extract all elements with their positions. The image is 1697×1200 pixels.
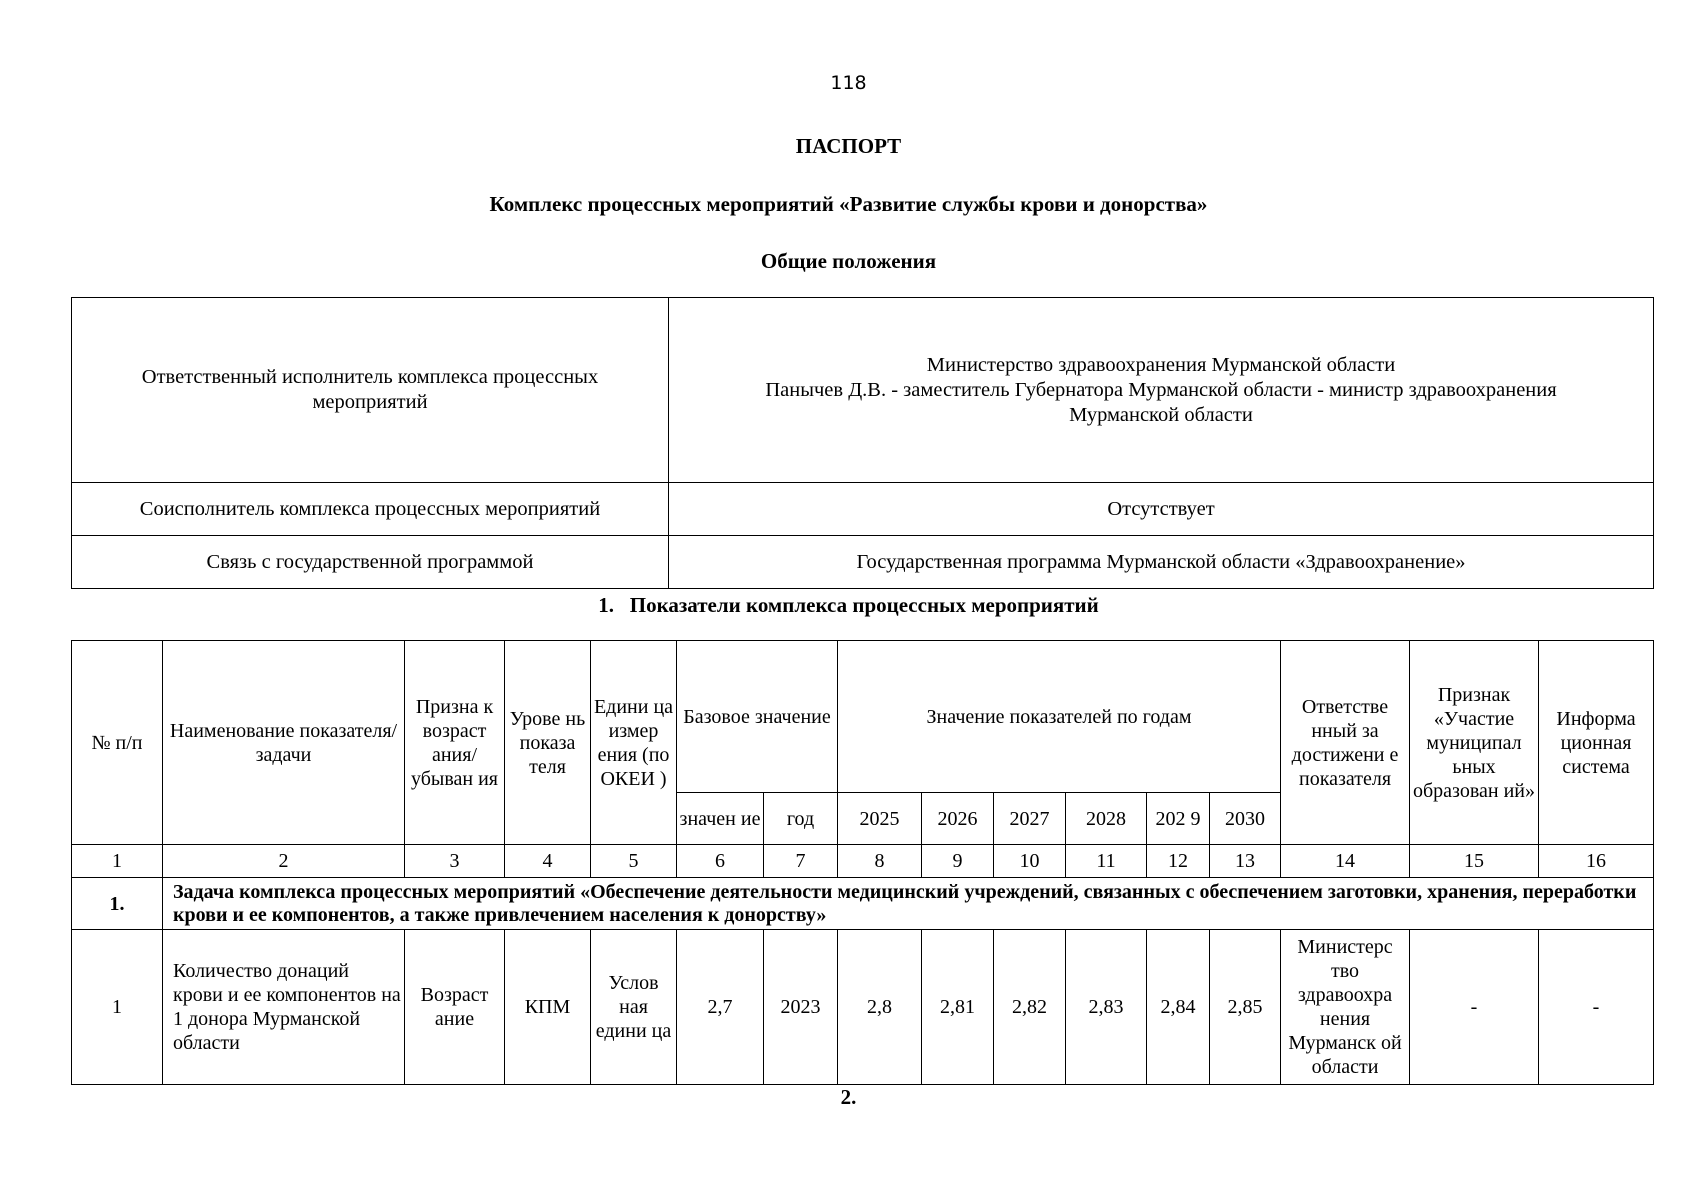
- indicator-value-2028: 2,83: [1066, 930, 1147, 1085]
- indicator-value-2026: 2,81: [922, 930, 994, 1085]
- header-base-value: значен ие: [677, 793, 764, 845]
- header-name: Наименование показателя/задачи: [163, 641, 405, 845]
- general-provisions-table: [71, 297, 1654, 589]
- general-provisions-title: Общие положения: [760, 249, 937, 273]
- page-number: 118: [830, 72, 867, 94]
- indicator-unit: Услов ная едини ца: [591, 930, 677, 1085]
- column-number: 5: [591, 845, 677, 878]
- column-number: 15: [1410, 845, 1539, 878]
- indicator-municipal: -: [1410, 930, 1539, 1085]
- column-number: 10: [994, 845, 1066, 878]
- column-number: 4: [505, 845, 591, 878]
- indicator-row: [72, 930, 1654, 1085]
- column-number: 16: [1539, 845, 1654, 878]
- indicator-value-2027: 2,82: [994, 930, 1066, 1085]
- program-link-label: Связь с государственной программой: [72, 536, 669, 589]
- indicator-sign: Возраст ание: [405, 930, 505, 1085]
- coexecutor-label: Соисполнитель комплекса процессных мероприятий: [72, 483, 669, 536]
- indicator-value-2029: 2,84: [1147, 930, 1210, 1085]
- column-number: 12: [1147, 845, 1210, 878]
- column-number: 3: [405, 845, 505, 878]
- indicator-base-year: 2023: [764, 930, 838, 1085]
- indicator-info-system: -: [1539, 930, 1654, 1085]
- indicator-level: КПМ: [505, 930, 591, 1085]
- header-sign: Призна к возраст ания/ убыван ия: [405, 641, 505, 845]
- header-base: Базовое значение: [677, 641, 838, 793]
- header-row-1: [72, 641, 1654, 793]
- complex-title: Комплекс процессных мероприятий «Развитие службы крови и донорства»: [489, 192, 1208, 216]
- header-municipal: Признак «Участие муниципал ьных образован ий»: [1410, 641, 1539, 845]
- passport-title: ПАСПОРТ: [795, 134, 902, 158]
- task-row: [72, 878, 1654, 930]
- column-number: 14: [1281, 845, 1410, 878]
- column-number: 9: [922, 845, 994, 878]
- header-responsible: Ответстве нный за достижени е показателя: [1281, 641, 1410, 845]
- responsible-value: Министерство здравоохранения Мурманской области Панычев Д.В. - заместитель Губернатора Мурманской области - министр здравоохранения Мурманской области: [669, 298, 1654, 483]
- coexecutor-row: [72, 483, 1654, 536]
- column-number: 7: [764, 845, 838, 878]
- header-year-2028: 2028: [1066, 793, 1147, 845]
- indicator-number: 1: [72, 930, 163, 1085]
- header-level: Урове нь показа теля: [505, 641, 591, 845]
- header-year-2025: 2025: [838, 793, 922, 845]
- indicator-value-2025: 2,8: [838, 930, 922, 1085]
- coexecutor-value: Отсутствует: [669, 483, 1654, 536]
- section-2-title: 2.: [840, 1085, 857, 1109]
- header-year-2026: 2026: [922, 793, 994, 845]
- column-number: 11: [1066, 845, 1147, 878]
- column-number: 13: [1210, 845, 1281, 878]
- indicator-base-value: 2,7: [677, 930, 764, 1085]
- column-number: 1: [72, 845, 163, 878]
- responsible-label: Ответственный исполнитель комплекса процессных мероприятий: [72, 298, 669, 483]
- column-number: 2: [163, 845, 405, 878]
- header-unit: Едини ца измер ения (по ОКЕИ ): [591, 641, 677, 845]
- header-year-2030: 2030: [1210, 793, 1281, 845]
- header-year-2029: 202 9: [1147, 793, 1210, 845]
- column-number: 6: [677, 845, 764, 878]
- indicator-name: Количество донаций крови и ее компонентов на 1 донора Мурманской области: [163, 930, 405, 1085]
- responsible-row: [72, 298, 1654, 483]
- indicator-responsible: Министерс тво здравоохра нения Мурманск ой области: [1281, 930, 1410, 1085]
- program-link-value: Государственная программа Мурманской области «Здравоохранение»: [669, 536, 1654, 589]
- section-1-title: 1. Показатели комплекса процессных мероприятий: [598, 593, 1099, 617]
- header-year-2027: 2027: [994, 793, 1066, 845]
- header-info-system: Информа ционная система: [1539, 641, 1654, 845]
- column-numbers-row: [72, 845, 1654, 878]
- indicators-table: [71, 640, 1654, 1085]
- indicator-value-2030: 2,85: [1210, 930, 1281, 1085]
- header-years-group: Значение показателей по годам: [838, 641, 1281, 793]
- program-link-row: [72, 536, 1654, 589]
- task-text: Задача комплекса процессных мероприятий «Обеспечение деятельности медицинский учреждений, связанных с обеспечением заготовки, хранения, переработки крови и ее компонентов, а также привлечением населения к донорству»: [163, 878, 1654, 930]
- header-base-year: год: [764, 793, 838, 845]
- column-number: 8: [838, 845, 922, 878]
- task-number: 1.: [72, 878, 163, 930]
- header-num: № п/п: [72, 641, 163, 845]
